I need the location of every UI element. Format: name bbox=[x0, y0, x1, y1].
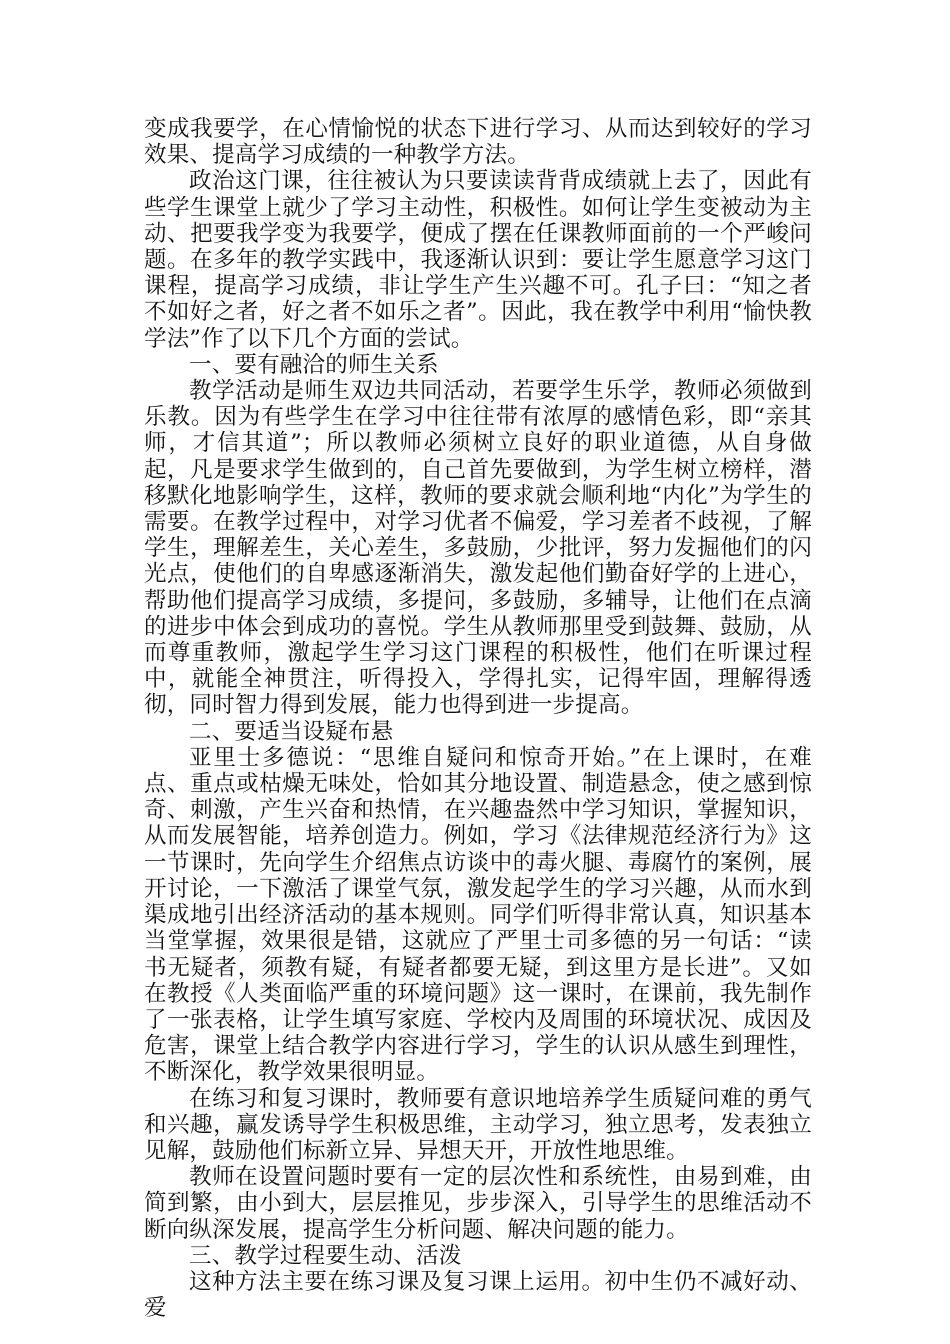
paragraph-question-design: 教师在设置问题时要有一定的层次性和系统性，由易到难，由简到繁，由小到大，层层推见，步步深入，引导学生的思维活动不断向纵深发展，提高学生分析问题、解决问题的能力。 bbox=[144, 1164, 812, 1243]
paragraph-practice-review: 在练习和复习课时，教师要有意识地培养学生质疑问难的勇气和兴趣，赢发诱导学生积极思维，主动学习，独立思考，发表独立见解，鼓励他们标新立异、异想天开，开放性地思维。 bbox=[144, 1085, 812, 1164]
document-body bbox=[144, 116, 812, 1321]
paragraph-teacher-student-relation: 教学活动是师生双边共同活动，若要学生乐学，教师必须做到乐教。因为有些学生在学习中往往带有浓厚的感情色彩，即“亲其师，才信其道”；所以教师必须树立良好的职业道德，从自身做起，凡是要求学生做到的，自己首先要做到，为学生树立榜样，潜移默化地影响学生，这样，教师的要求就会顺利地“内化”为学生的需要。在教学过程中，对学习优者不偏爱，学习差者不歧视，了解学生，理解差生，关心差生，多鼓励，少批评，努力发掘他们的闪光点，使他们的自卑感逐渐消失，激发起他们勤奋好学的上进心，帮助他们提高学习成绩，多提问，多鼓励，多辅导，让他们在点滴的进步中体会到成功的喜悦。学生从教师那里受到鼓舞、鼓励，从而尊重教师，激起学生学习这门课程的积极性，他们在听课过程中，就能全神贯注，听得投入，学得扎实，记得牢固，理解得透彻，同时智力得到发展，能力也得到进一步提高。 bbox=[144, 378, 812, 719]
section-heading-1: 一、要有融洽的师生关系 bbox=[189, 351, 439, 378]
paragraph-politics-course: 政治这门课，往往被认为只要读读背背成绩就上去了，因此有些学生课堂上就少了学习主动性，积极性。如何让学生变被动为主动、把要我学变为我要学，便成了摆在任课教师面前的一个严峻问题。在多年的教学实践中，我逐渐认识到：要让学生愿意学习这门课程，提高学习成绩，非让学生产生兴趣不可。孔子曰：“知之者不如好之者，好之者不如乐之者”。因此，我在教学中利用“愉快教学法”作了以下几个方面的尝试。 bbox=[144, 168, 812, 352]
paragraph-intro-continuation: 变成我要学，在心情愉悦的状态下进行学习、从而达到较好的学习效果、提高学习成绩的一种教学方法。 bbox=[144, 116, 812, 169]
paragraph-lively-process: 这种方法主要在练习课及复习课上运用。初中生仍不减好动、爱 bbox=[144, 1268, 812, 1322]
section-heading-2: 二、要适当设疑布悬 bbox=[189, 718, 394, 745]
section-heading-3: 三、教学过程要生动、活泼 bbox=[189, 1242, 462, 1269]
paragraph-suspense: 亚里士多德说：“思维自疑问和惊奇开始。”在上课时，在难点、重点或枯燥无味处，恰如其分地设置、制造悬念，使之感到惊奇、刺激，产生兴奋和热情，在兴趣盎然中学习知识，掌握知识，从而发展智能，培养创造力。例如，学习《法律规范经济行为》这一节课时，先向学生介绍焦点访谈中的毒火腿、毒腐竹的案例，展开讨论，一下激活了课堂气氛，激发起学生的学习兴趣，从而水到渠成地引出经济活动的基本规则。同学们听得非常认真，知识基本当堂掌握，效果很是错，这就应了严里士司多德的另一句话：“读书无疑者，须教有疑，有疑者都要无疑，到这里方是长进”。又如在教授《人类面临严重的环境问题》这一课时，在课前，我先制作了一张表格，让学生填写家庭、学校内及周围的环境状况、成因及危害，课堂上结合教学内容进行学习，学生的认识从感生到理性，不断深化，教学效果很明显。 bbox=[144, 744, 812, 1086]
